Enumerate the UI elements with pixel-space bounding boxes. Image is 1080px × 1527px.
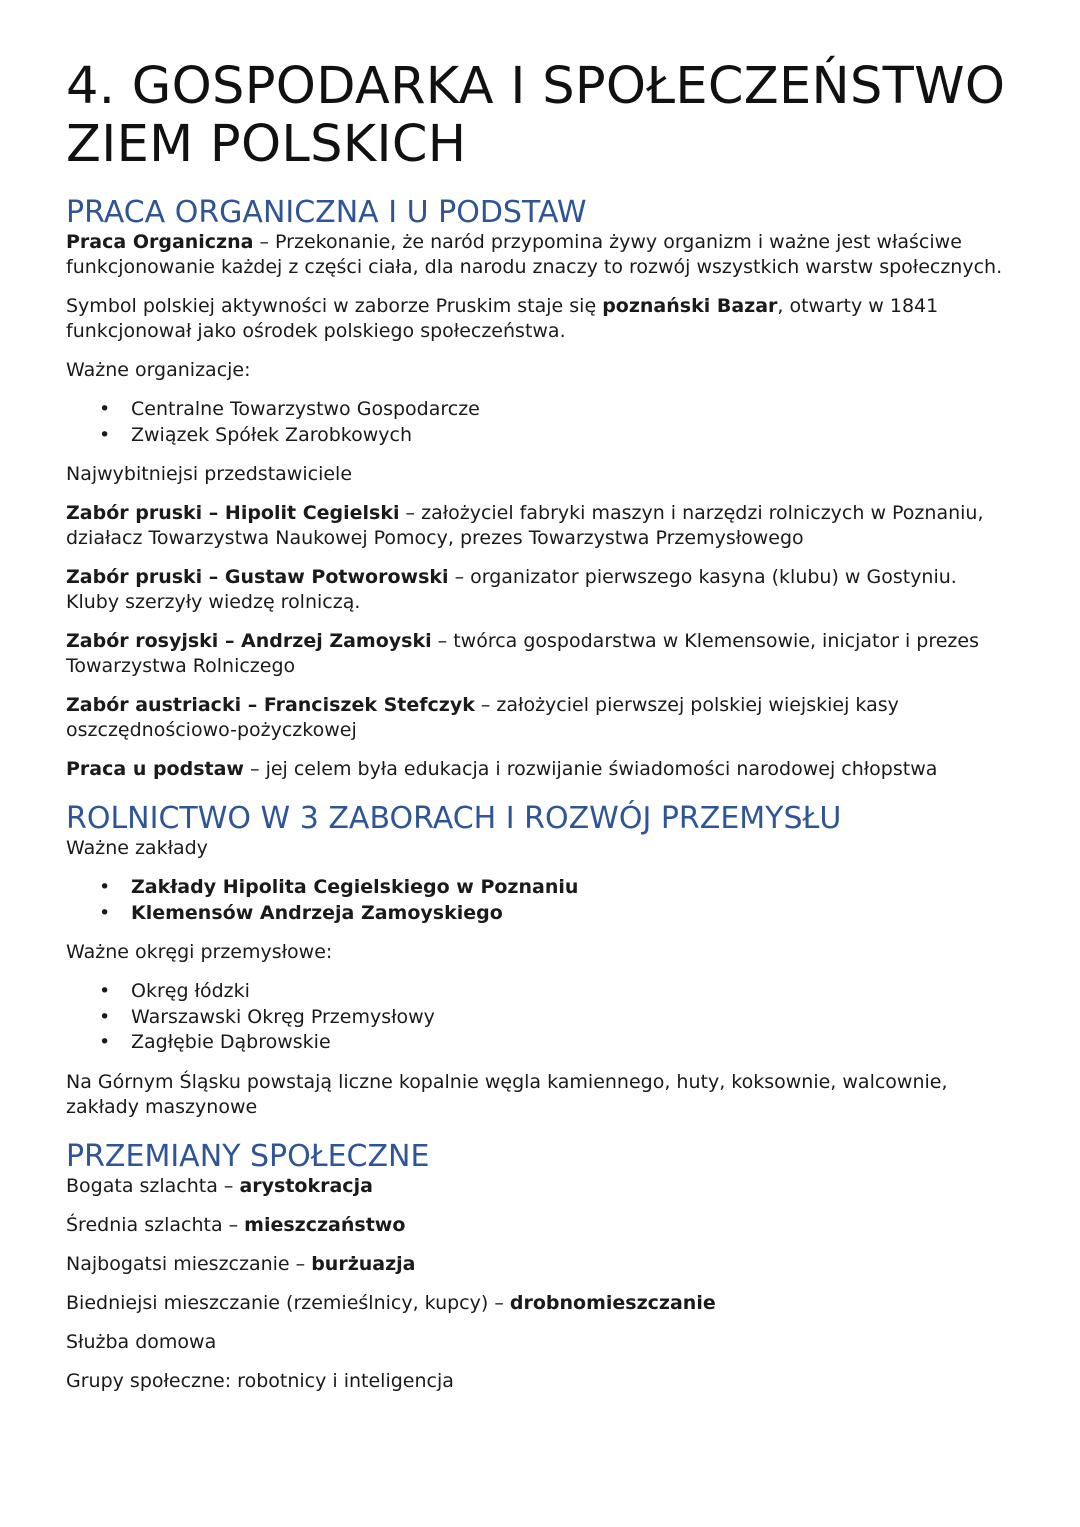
- definition-praca-u-podstaw: [66, 757, 1014, 782]
- list-item: • Związek Spółek Zarobkowych: [66, 423, 1014, 449]
- rep-name: Zabór austriacki – Franciszek Stefczyk: [66, 694, 475, 716]
- term: arystokracja: [239, 1174, 373, 1197]
- rep-potworowski: [66, 565, 1014, 615]
- text: Najbogatsi mieszczanie –: [66, 1252, 312, 1275]
- rep-name: Zabór rosyjski – Andrzej Zamoyski: [66, 630, 432, 652]
- list-item: [66, 875, 1014, 901]
- rep-name: Zabór pruski – Gustaw Potworowski: [66, 566, 449, 588]
- silesia-paragraph: Na Górnym Śląsku powstają liczne kopalnie węgla kamiennego, huty, koksownie, walcownie, zakłady maszynowe: [66, 1070, 948, 1118]
- list-item: • Centralne Towarzystwo Gospodarcze: [66, 397, 1014, 423]
- term: Praca Organiczna: [66, 231, 254, 253]
- list-item: [66, 901, 1014, 927]
- reps-label: Najwybitniejsi przedstawiciele: [66, 463, 353, 485]
- orgs-list: [66, 397, 1014, 448]
- text: Biedniejsi mieszczanie (rzemieślnicy, kupcy) –: [66, 1291, 510, 1314]
- list-item: • Okręg łódzki: [66, 979, 1014, 1005]
- rep-desc: – założyciel pierwszej polskiej wiejskiej kasy oszczędnościowo-pożyczkowej: [66, 694, 899, 741]
- text: – jej celem była edukacja i rozwijanie świadomości narodowej chłopstwa: [243, 758, 938, 780]
- plants-label: Ważne zakłady: [66, 837, 208, 859]
- section-heading-praca-organiczna: PRACA ORGANICZNA I U PODSTAW: [66, 195, 587, 230]
- rep-desc: – założyciel fabryki maszyn i narzędzi rolniczych w Poznaniu, działacz Towarzystwa Naukowej Pomocy, prezes Towarzystwa Przemysłowego: [66, 502, 984, 549]
- districts-label: Ważne okręgi przemysłowe:: [66, 941, 333, 963]
- text: Symbol polskiej aktywności w zaborze Pruskim staje się: [66, 295, 603, 317]
- groups-row: Grupy społeczne: robotnicy i inteligencja: [66, 1369, 454, 1392]
- section-heading-przemiany: PRZEMIANY SPOŁECZNE: [66, 1138, 430, 1174]
- social-row: [66, 1252, 1014, 1277]
- plants-list: [66, 875, 1014, 926]
- term: drobnomieszczanie: [509, 1291, 716, 1314]
- plant-name: Klemensów Andrzeja Zamoyskiego: [131, 901, 503, 924]
- list-item: • Warszawski Okręg Przemysłowy: [66, 1005, 1014, 1031]
- bazar-paragraph: [66, 294, 1014, 344]
- social-row: [66, 1213, 1014, 1238]
- text: Bogata szlachta –: [66, 1174, 240, 1197]
- term: mieszczaństwo: [244, 1213, 406, 1236]
- rep-desc: – organizator pierwszego kasyna (klubu) w Gostyniu. Kluby szerzyły wiedzę rolniczą.: [66, 566, 957, 613]
- plant-name: Zakłady Hipolita Cegielskiego w Poznaniu: [131, 876, 579, 898]
- rep-stefczyk: [66, 693, 1014, 743]
- rep-desc: – twórca gospodarstwa w Klemensowie, inicjator i prezes Towarzystwa Rolniczego: [66, 630, 979, 677]
- text: – Przekonanie, że naród przypomina żywy organizm i ważne jest właściwe funkcjonowanie każdej z części ciała, dla narodu znaczy to rozwój wszystkich warstw społecznych.: [66, 231, 1003, 278]
- rep-zamoyski: [66, 629, 1014, 679]
- social-row: [66, 1291, 1014, 1316]
- text: , otwarty w 1841 funkcjonował jako ośrodek polskiego społeczeństwa.: [66, 295, 939, 342]
- term: poznański Bazar: [602, 295, 778, 317]
- section-heading-rolnictwo: ROLNICTWO W 3 ZABORACH I ROZWÓJ PRZEMYSŁU: [66, 801, 842, 836]
- service-row: Służba domowa: [66, 1330, 217, 1353]
- list-item: • Zagłębie Dąbrowskie: [66, 1030, 1014, 1056]
- rep-name: Zabór pruski – Hipolit Cegielski: [66, 502, 400, 524]
- text: Średnia szlachta –: [66, 1213, 245, 1236]
- term: Praca u podstaw: [66, 758, 244, 780]
- social-row: [66, 1174, 1014, 1199]
- definition-praca-organiczna: [66, 230, 1014, 280]
- term: burżuazja: [311, 1252, 416, 1275]
- page-title: 4. GOSPODARKA I SPOŁECZEŃSTWO ZIEM POLSKICH: [66, 57, 1006, 174]
- orgs-label: Ważne organizacje:: [66, 359, 251, 381]
- rep-cegielski: [66, 501, 1014, 551]
- districts-list: [66, 979, 1014, 1056]
